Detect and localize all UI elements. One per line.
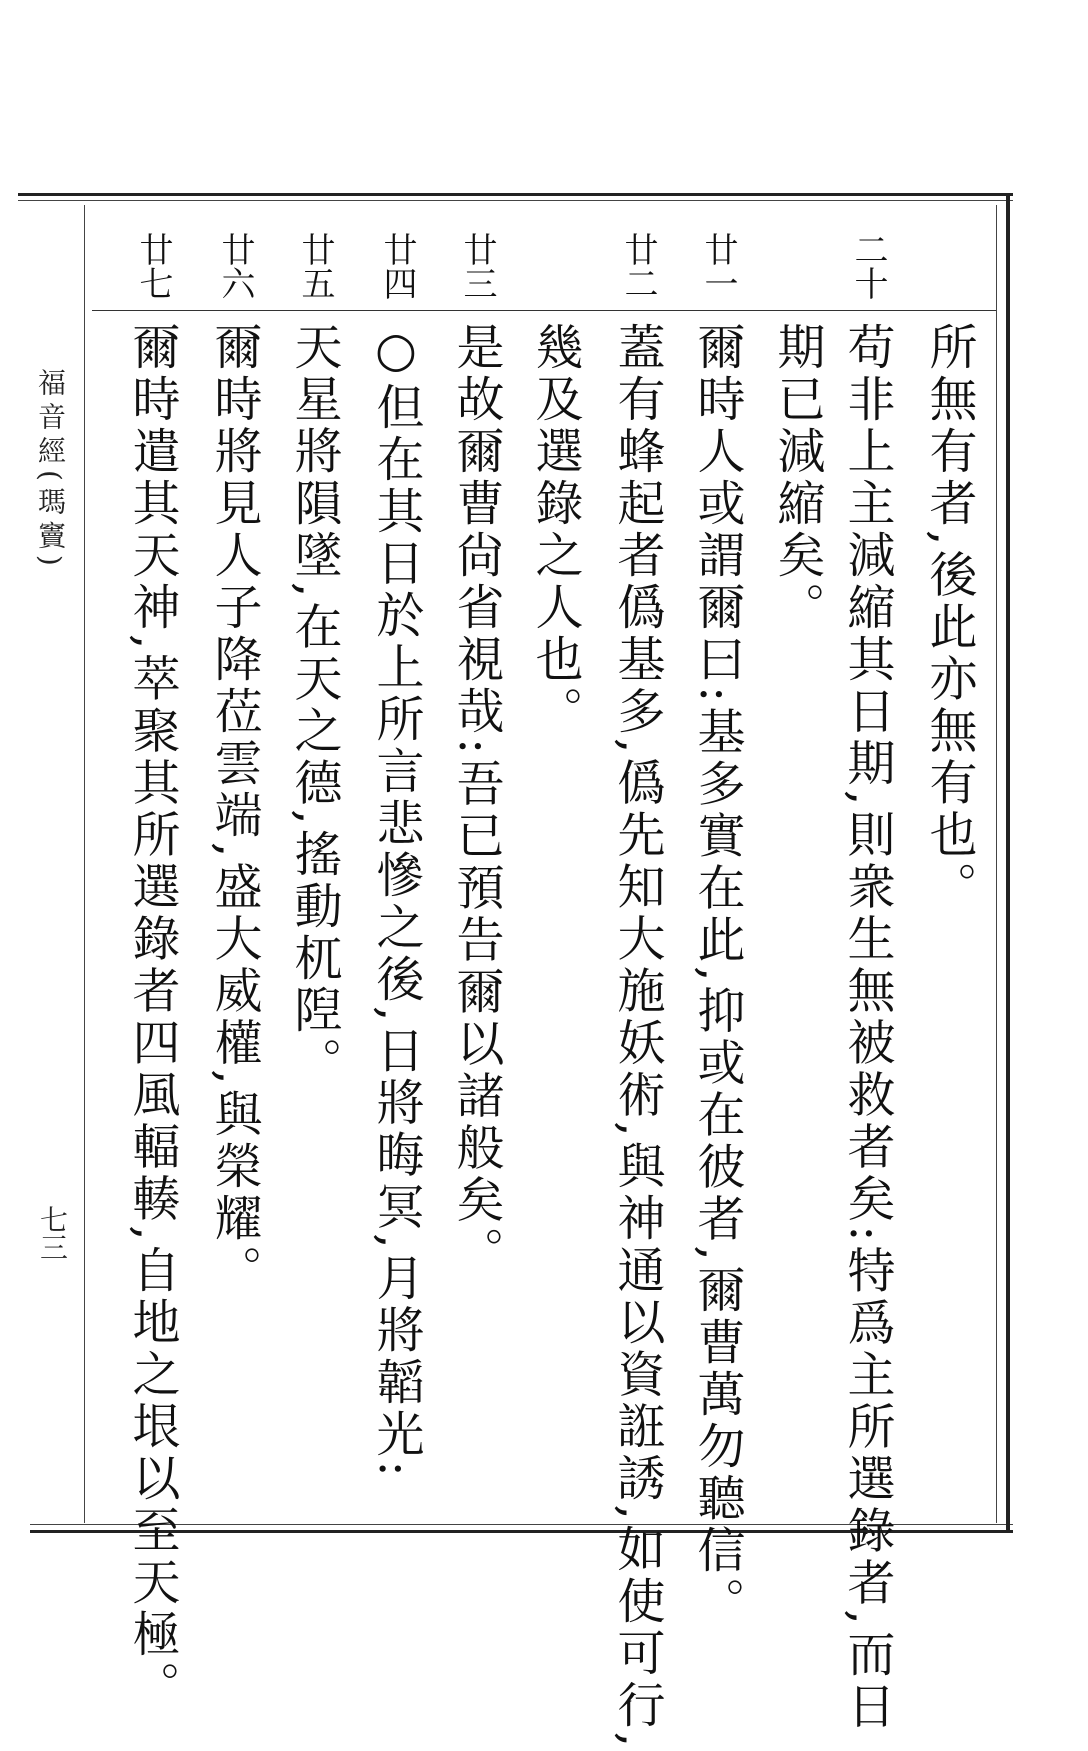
verse-number-divider-right [912,310,996,311]
verse-number: 廿六 [215,232,255,300]
verse-number: 廿四 [377,232,417,300]
verse-text-column: 是故爾曹尙省視哉:吾已預告爾以諸般矣。 [448,322,504,1279]
verse-number: 廿一 [698,232,738,300]
verse-number: 廿七 [133,232,173,300]
verse-text-column: 所無有者,後此亦無有也。 [921,322,977,914]
verse-text-column: 爾時遣其天神,萃聚其所選錄者四風輻輳,自地之垠以至天極。 [124,322,180,1713]
top-border-rule [18,193,1013,196]
right-frame-inner-line [996,205,997,1523]
verse-number: 廿二 [618,232,658,300]
verse-text-column: ○但在其日於上所言悲慘之後,日將晦冥,月將韜光: [368,322,424,1481]
verse-text-column: 天星將隕墜,在天之德,搖動杌隉。 [286,322,342,1089]
left-frame-inner-line [84,205,85,1523]
top-border-rule-thin [18,200,1013,201]
verse-number: 二十 [848,232,888,300]
verse-number: 廿五 [295,232,335,300]
verse-number-divider [92,310,912,311]
margin-book-title: 福音經(瑪竇) [34,368,67,572]
verse-text-column: 苟非上主減縮其日期,則衆生無被救者矣:特爲主所選錄者,而日 [839,322,895,1733]
margin-page-number: 七三 [36,1205,69,1261]
verse-text-column: 期已減縮矣。 [769,322,825,634]
verse-text-column: 爾時將見人子降莅雲端,盛大威權,與榮耀。 [206,322,262,1297]
verse-number: 廿三 [457,232,497,300]
verse-text-column: 幾及選錄之人也。 [527,322,583,738]
verse-text-column: 蓋有蜂起者僞基多,僞先知大施妖術,與神通以資誑誘,如使可行, [609,322,665,1751]
verse-text-column: 爾時人或謂爾曰:基多實在此,抑或在彼者,爾曹萬勿聽信。 [689,322,745,1629]
right-frame-line [1006,193,1010,1533]
